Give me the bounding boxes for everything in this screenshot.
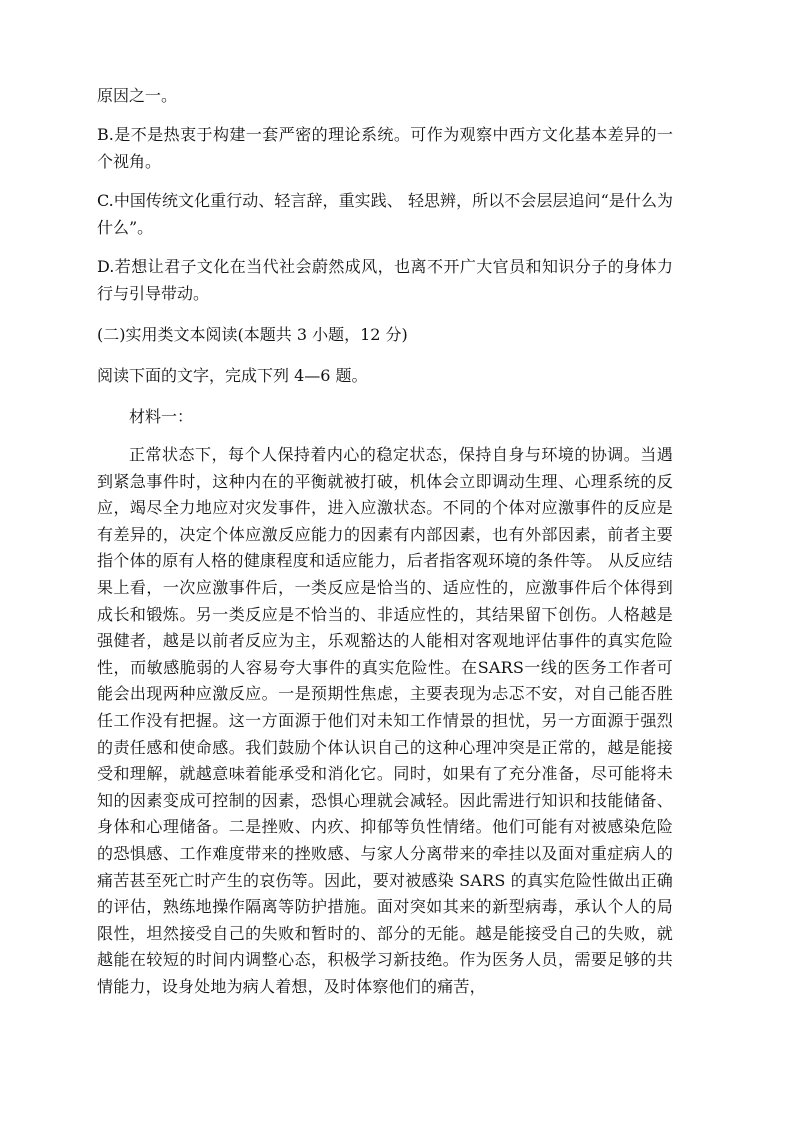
option-b: B.是不是热衷于构建一套严密的理论系统。可作为观察中西方文化基本差异的一个视角。 <box>97 125 673 171</box>
material-label: 材料一： <box>129 407 194 426</box>
document-page <box>97 82 673 1000</box>
material-passage: 正常状态下，每个人保持着内心的稳定状态，保持自身与环境的协调。当遇到紧急事件时，这种内在的平衡就被打破，机体会立即调动生理、心理系统的反应，竭尽全力地应对灾发事件，进入应激状态。不同的个体对应激事件的反应是有差异的，决定个体应激反应能力的因素有内部因素，也有外部因素，前者主要指个体的原有人格的健康程度和适应能力，后者指客观环境的条件等。 从反应结果上看，一次应激事件后，一类反应是恰当的、适应性的，应激事件后个体得到成长和锻炼。另一类反应是不恰当的、非适应性的，其结果留下创伤。人格越是强健者，越是以前者反应为主，乐观豁达的人能相对客观地评估事件的真实危险性，而敏感脆弱的人容易夸大事件的真实危险性。在SARS一线的医务工作者可能会出现两种应激反应。一是预期性焦虑，主要表现为忐忑不安，对自己能否胜任工作没有把握。这一方面源于他们对未知工作情景的担忧，另一方面源于强烈的责任感和使命感。我们鼓励个体认识自己的这种心理冲突是正常的，越是能接受和理解，就越意味着能承受和消化它。同时，如果有了充分准备，尽可能将未知的因素变成可控制的因素，恐惧心理就会减轻。因此需进行知识和技能储备、身体和心理储备。二是挫败、内疚、抑郁等负性情绪。他们可能有对被感染危险的恐惧感、工作难度带来的挫败感、与家人分离带来的牵挂以及面对重症病人的痛苦甚至死亡时产生的哀伤等。因此，要对被感染 SARS 的真实危险性做出正确的评估，熟练地操作隔离等防护措施。面对突如其来的新型病毒，承认个人的局限性，坦然接受自己的失败和暂时的、部分的无能。越是能接受自己的失败，就越能在较短的时间内调整心态，积极学习新技绝。作为医务人员，需要足够的共情能力，设身处地为病人着想，及时体察他们的痛苦， <box>97 445 673 996</box>
option-d: D.若想让君子文化在当代社会蔚然成风，也离不开广大官员和知识分子的身体力行与引导带动。 <box>97 257 673 303</box>
reading-instruction: 阅读下面的文字，完成下列 4—6 题。 <box>97 366 368 385</box>
section-heading: (二)实用类文本阅读(本题共 3 小题，12 分) <box>97 325 408 344</box>
option-c: C.中国传统文化重行动、轻言辞，重实践、 轻思辨，所以不会层层追问“是什么为什么”。 <box>97 191 673 237</box>
continuation-line: 原因之一。 <box>97 86 178 105</box>
